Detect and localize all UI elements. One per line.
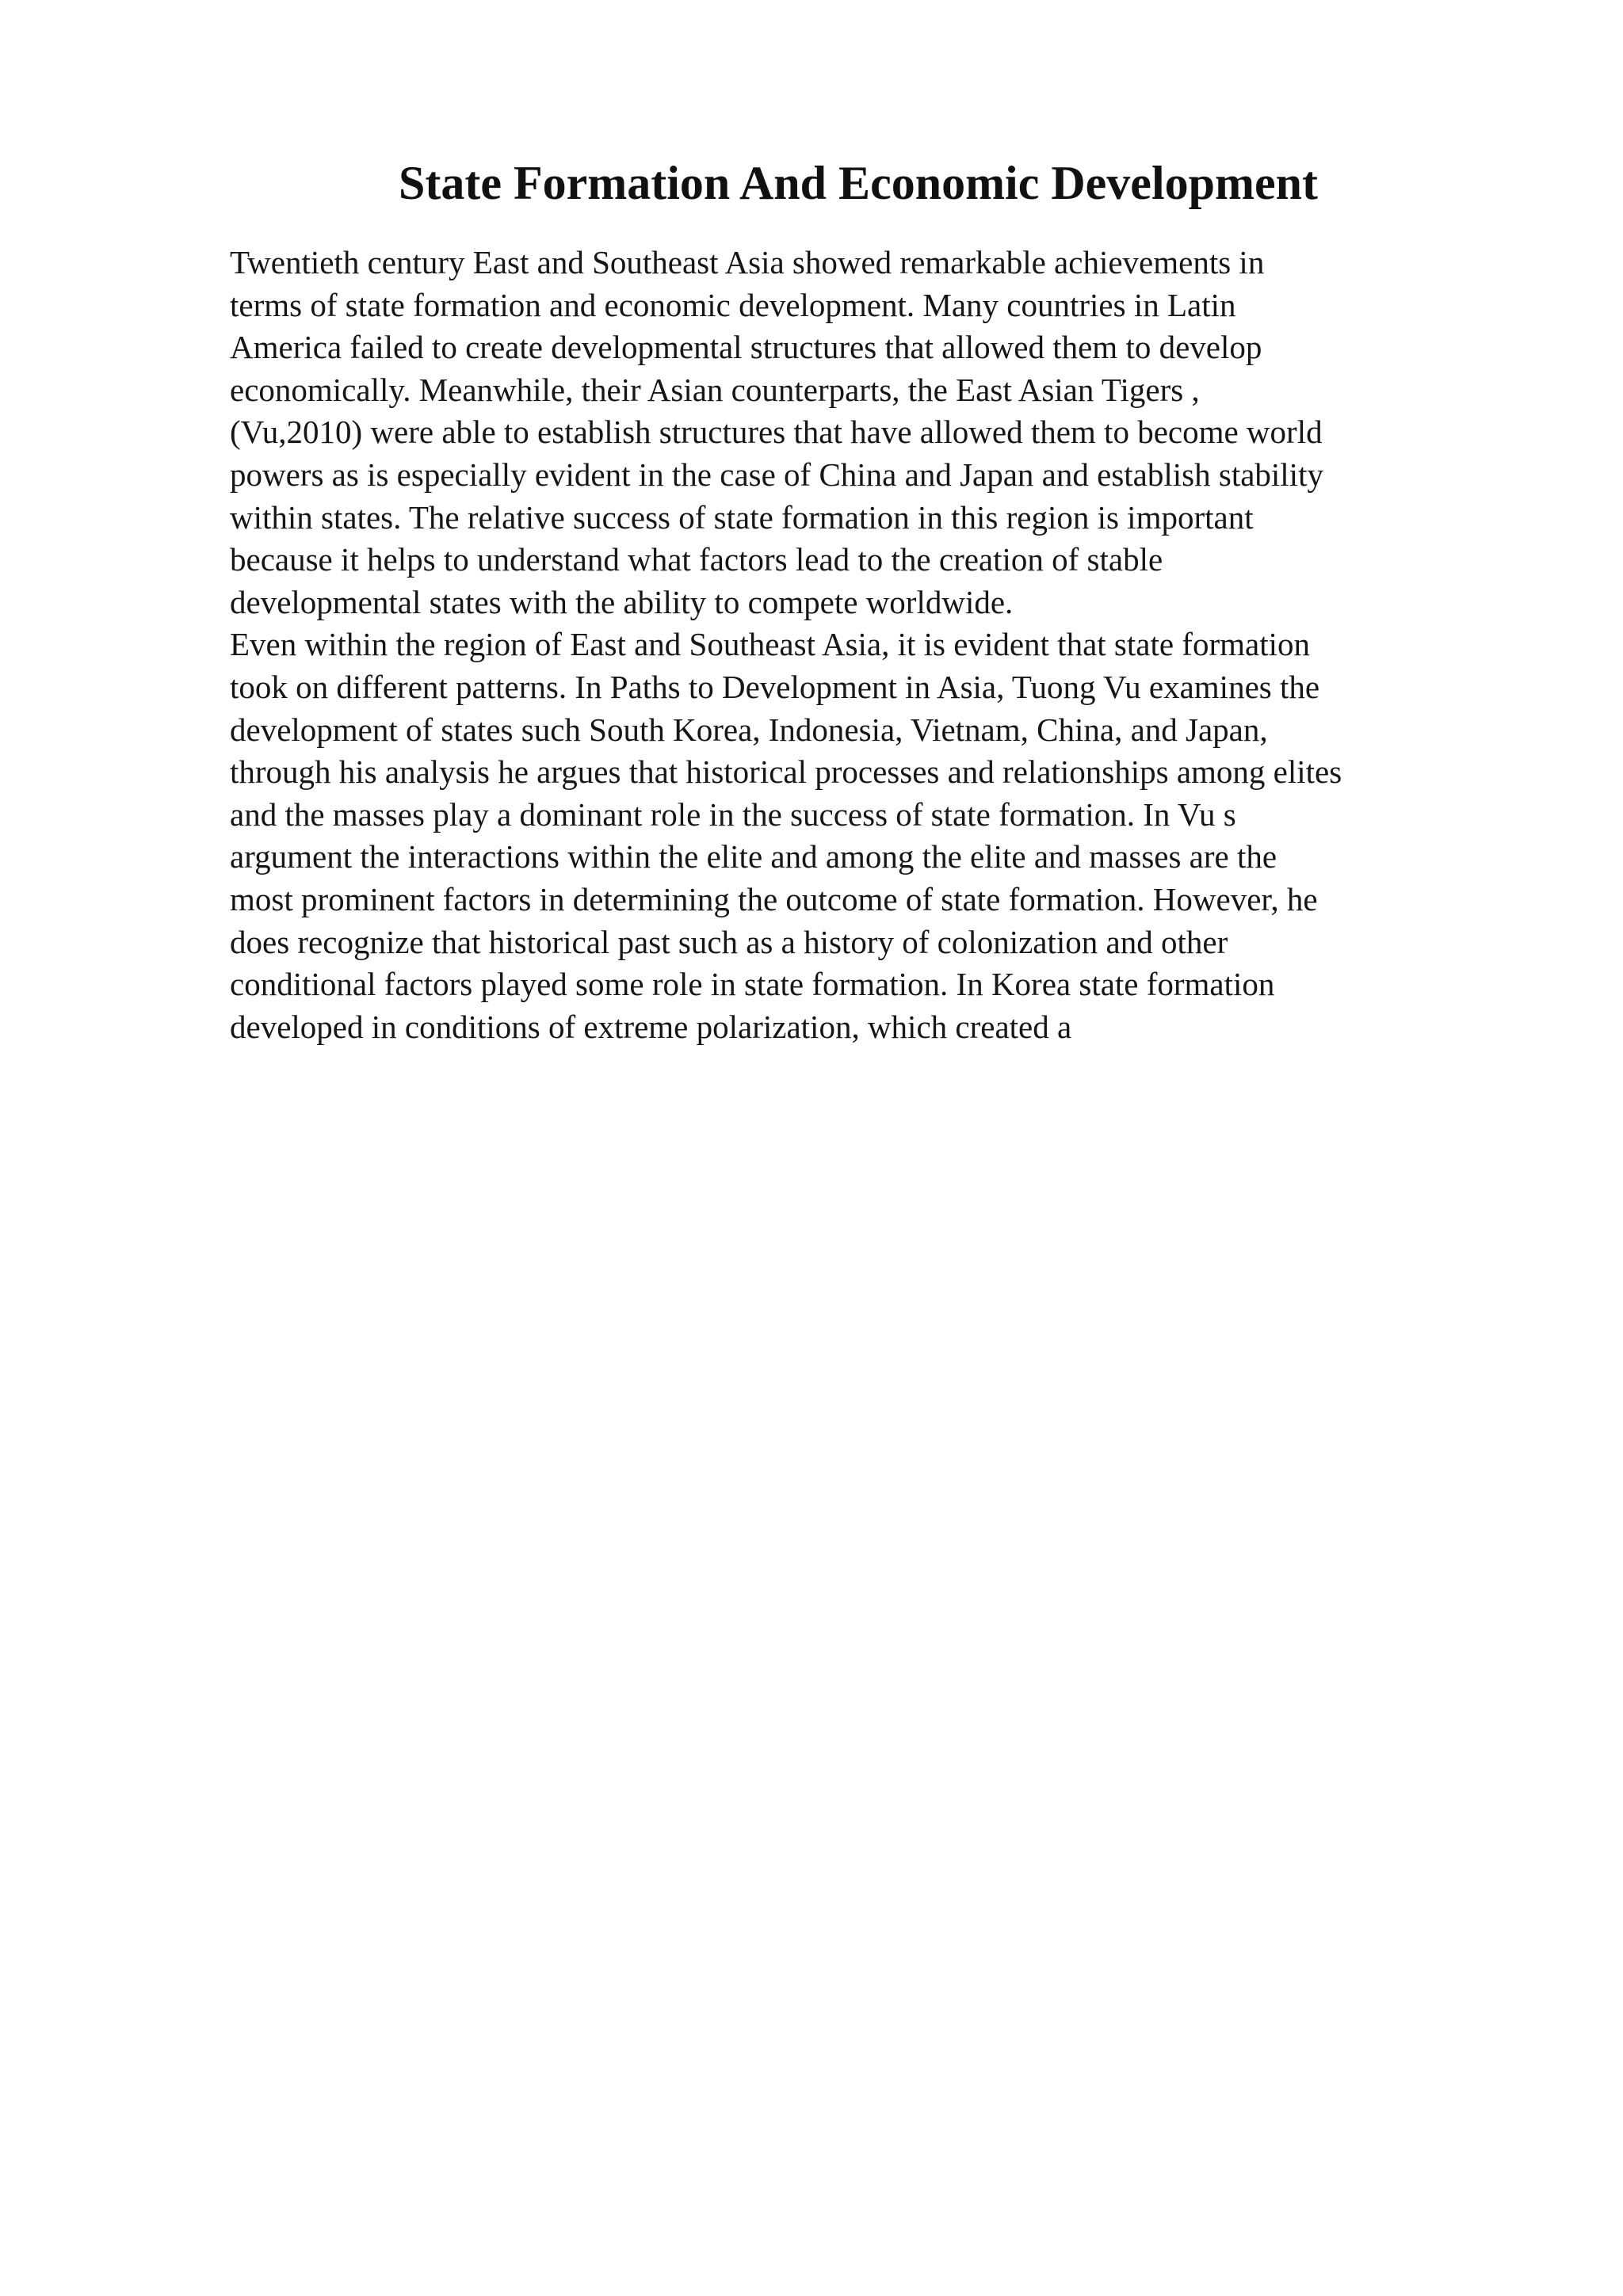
text-line: and the masses play a dominant role in the success of state formation. In Vu s — [230, 795, 1236, 833]
text-line: does recognize that historical past such as a history of colonization and other — [230, 923, 1228, 960]
text-line: economically. Meanwhile, their Asian counterparts, the East Asian Tigers , — [230, 371, 1200, 408]
text-line: because it helps to understand what factors lead to the creation of stable — [230, 541, 1163, 578]
text-line: terms of state formation and economic development. Many countries in Latin — [230, 286, 1236, 323]
paragraph-2 — [230, 624, 1514, 1048]
text-line: developmental states with the ability to compete worldwide. — [230, 583, 1014, 620]
text-line: most prominent factors in determining the outcome of state formation. However, he — [230, 880, 1318, 917]
text-line: development of states such South Korea, Indonesia, Vietnam, China, and Japan, — [230, 711, 1268, 748]
text-line: argument the interactions within the elite and among the elite and masses are the — [230, 838, 1277, 875]
text-line: Even within the region of East and Southeast Asia, it is evident that state formation — [230, 626, 1310, 663]
text-line: within states. The relative success of state formation in this region is important — [230, 498, 1254, 536]
text-line: (Vu,2010) were able to establish structures that have allowed them to become world — [230, 414, 1323, 451]
document-body — [230, 242, 1514, 1048]
text-line: conditional factors played some role in state formation. In Korea state formation — [230, 966, 1275, 1003]
text-line: through his analysis he argues that historical processes and relationships among elites — [230, 753, 1342, 791]
text-line: developed in conditions of extreme polarization, which created a — [230, 1008, 1072, 1045]
text-line: took on different patterns. In Paths to Development in Asia, Tuong Vu examines the — [230, 668, 1320, 705]
paragraph-1 — [230, 242, 1514, 624]
document-title: State Formation And Economic Development — [399, 157, 1318, 209]
text-line: America failed to create developmental structures that allowed them to develop — [230, 329, 1262, 366]
text-line: powers as is especially evident in the case of China and Japan and establish stability — [230, 456, 1323, 493]
text-line: Twentieth century East and Southeast Asia showed remarkable achievements in — [230, 244, 1265, 280]
